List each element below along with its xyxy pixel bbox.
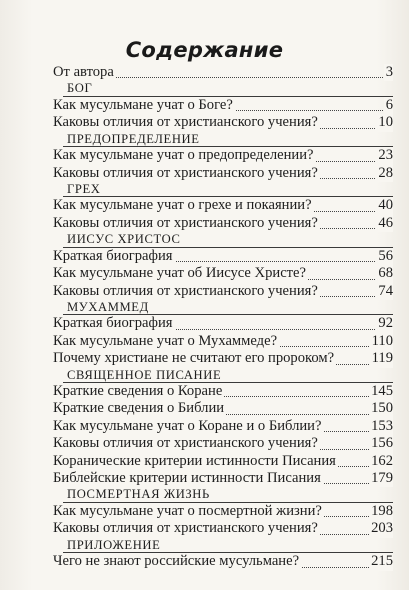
toc-entry	[53, 503, 393, 520]
entry-page-number: 215	[371, 553, 393, 570]
entry-page-number: 74	[378, 282, 393, 299]
entry-page-number: 68	[378, 265, 393, 282]
entry-page-number: 3	[385, 64, 393, 80]
entry-page-number: 203	[371, 520, 393, 537]
toc-entry	[53, 165, 393, 182]
toc-section-heading	[53, 132, 393, 148]
toc-entry	[53, 520, 393, 537]
entry-page-number: 56	[378, 247, 393, 264]
entry-title: Каковы отличия от христианского учения?	[53, 520, 318, 537]
entry-page-number: 153	[371, 417, 393, 434]
section-label: СВЯЩЕННОЕ ПИСАНИЕ	[67, 367, 222, 382]
toc-entry	[53, 453, 393, 470]
toc-section-heading	[53, 81, 393, 97]
toc-entry	[53, 248, 393, 265]
entry-title: Почему христиане не считают его пророком?	[53, 350, 335, 367]
section-label: ПРИЛОЖЕНИЕ	[67, 537, 161, 552]
entry-title: Как мусульмане учат о посмертной жизни?	[53, 502, 322, 519]
entry-title: Краткая биография	[53, 315, 173, 332]
entry-title: Каковы отличия от христианского учения?	[53, 282, 318, 299]
toc-section-heading	[53, 300, 393, 316]
toc-entry	[53, 197, 393, 214]
entry-title: Как мусульмане учат о Коране и о Библии?	[53, 417, 322, 434]
toc-entry	[53, 215, 393, 232]
entry-page-number: 6	[385, 96, 393, 113]
entry-page-number: 23	[378, 147, 393, 164]
entry-title: Каковы отличия от христианского учения?	[53, 164, 318, 181]
toc-section-heading	[53, 182, 393, 198]
entry-page-number: 28	[378, 164, 393, 181]
toc-section-heading	[53, 487, 393, 503]
entry-page-number: 198	[371, 502, 393, 519]
toc-entry	[53, 315, 393, 332]
toc-section-heading	[53, 368, 393, 384]
toc-entry	[53, 400, 393, 417]
entry-title: Краткие сведения о Коране	[53, 383, 223, 400]
section-label: ГРЕХ	[67, 181, 101, 196]
entry-title: Краткие сведения о Библии	[53, 400, 225, 417]
entry-page-number: 145	[371, 383, 393, 400]
section-label: ПОСМЕРТНАЯ ЖИЗНЬ	[67, 487, 210, 502]
entry-page-number: 40	[378, 197, 393, 214]
toc-section-heading	[53, 232, 393, 248]
entry-title: Как мусульмане учат о предопределении?	[53, 147, 314, 164]
table-of-contents	[53, 64, 393, 571]
toc-entry	[53, 383, 393, 400]
toc-entry	[53, 418, 393, 435]
toc-entry	[53, 114, 393, 131]
toc-entry	[53, 283, 393, 300]
entry-title: Чего не знают российские мусульмане?	[53, 553, 300, 570]
entry-title: От автора	[53, 64, 114, 80]
section-label: БОГ	[67, 81, 93, 96]
entry-page-number: 10	[378, 114, 393, 131]
section-label: ИИСУС ХРИСТОС	[67, 232, 181, 247]
entry-page-number: 179	[371, 470, 393, 487]
entry-page-number: 150	[371, 400, 393, 417]
entry-title: Каковы отличия от христианского учения?	[53, 114, 318, 131]
entry-title: Каковы отличия от христианского учения?	[53, 435, 318, 452]
entry-page-number: 92	[378, 315, 393, 332]
entry-title: Как мусульмане учат о Боге?	[53, 96, 233, 113]
toc-entry	[53, 435, 393, 452]
entry-page-number: 156	[371, 435, 393, 452]
entry-title: Как мусульмане учат о грехе и покаянии?	[53, 197, 312, 214]
entry-page-number: 119	[371, 350, 393, 367]
toc-entry	[53, 64, 393, 81]
toc-entry	[53, 350, 393, 367]
section-label: ПРЕДОПРЕДЕЛЕНИЕ	[67, 131, 200, 146]
entry-title: Как мусульмане учат об Иисусе Христе?	[53, 265, 307, 282]
entry-title: Краткая биография	[53, 247, 173, 264]
entry-page-number: 162	[371, 452, 393, 469]
toc-entry	[53, 470, 393, 487]
section-label: МУХАММЕД	[67, 299, 149, 314]
page-title: Содержание	[125, 38, 284, 62]
toc-entry	[53, 97, 393, 114]
entry-title: Библейские критерии истинности Писания	[53, 470, 321, 487]
toc-entry	[53, 147, 393, 164]
entry-title: Как мусульмане учат о Мухаммеде?	[53, 332, 278, 349]
toc-section-heading	[53, 538, 393, 554]
entry-title: Каковы отличия от христианского учения?	[53, 214, 318, 231]
entry-page-number: 110	[371, 332, 393, 349]
entry-page-number: 46	[378, 214, 393, 231]
toc-entry	[53, 265, 393, 282]
entry-title: Коранические критерии истинности Писания	[53, 452, 336, 469]
toc-entry	[53, 553, 393, 570]
toc-entry	[53, 333, 393, 350]
